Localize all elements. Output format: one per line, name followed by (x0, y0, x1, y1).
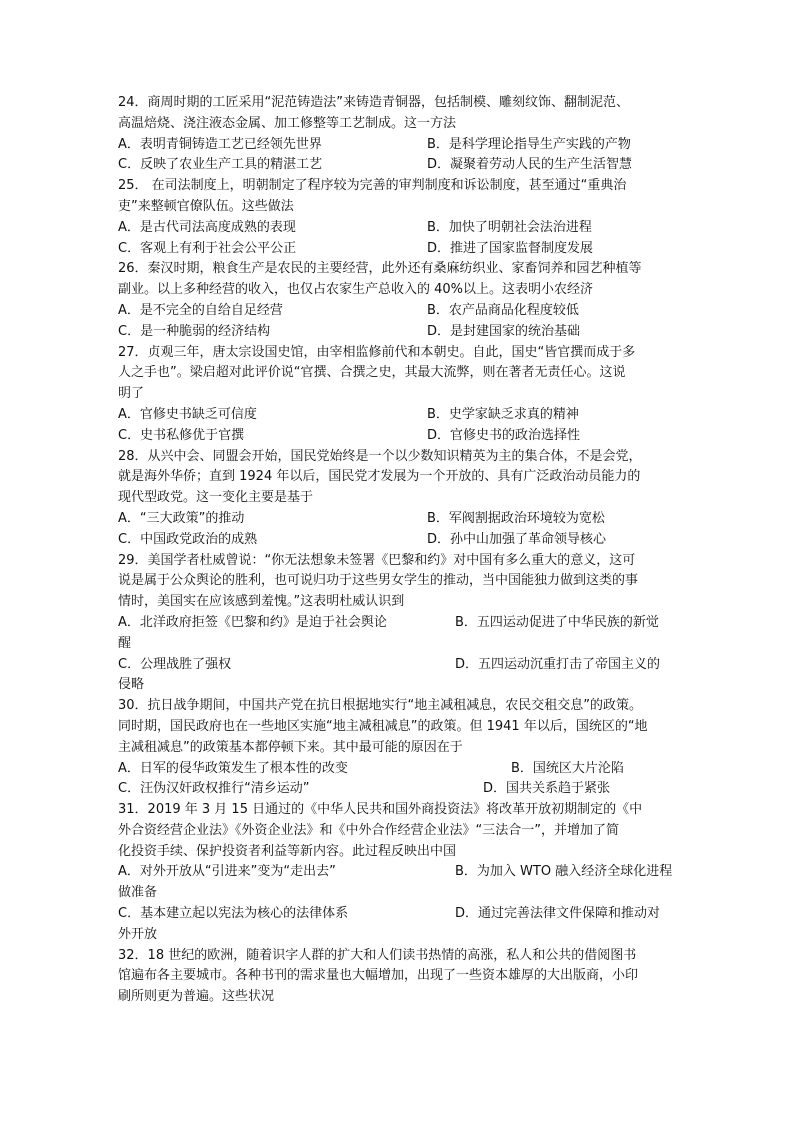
option-row (118, 239, 678, 260)
option-row (118, 655, 678, 676)
option-row (118, 301, 678, 322)
option-d: D．推进了国家监督制度发展 (427, 240, 594, 256)
option-a: A．是古代司法高度成熟的表现 (118, 219, 296, 235)
question-stem: 27．贞观三年，唐太宗设国史馆，由宰相监修前代和本朝史。自此，国史“皆官撰而成于多 (118, 344, 636, 360)
question-stem: 明了 (118, 386, 145, 402)
option-c: C．中国政党政治的成熟 (118, 531, 258, 547)
option-d: D．国共关系趋于紧张 (483, 781, 611, 797)
option-c: C．是一种脆弱的经济结构 (118, 323, 271, 339)
option-a: A．官修史书缺乏可信度 (118, 406, 257, 422)
option-b: B．加快了明朝社会法治进程 (427, 219, 592, 235)
option-row (118, 862, 678, 883)
question-stem: 32．18 世纪的欧洲，随着识字人群的扩大和人们读书热情的高涨，私人和公共的借阅图书 (118, 947, 637, 963)
question-stem: 28．从兴中会、同盟会开始，国民党始终是一个以少数知识精英为主的集合体，不是会党， (118, 448, 642, 464)
question-stem: 同时期，国民政府也在一些地区实施“地主减租减息”的政策。但 1941 年以后，国统区的“地 (118, 718, 648, 734)
option-b: B．是科学理论指导生产实践的产物 (427, 136, 631, 152)
question-stem: 主减租减息”的政策基本都停顿下来。其中最可能的原因在于 (118, 739, 463, 755)
question-stem: 馆遍布各主要城市。各种书刊的需求量也大幅增加，出现了一些资本雄厚的大出版商，小印 (118, 968, 639, 984)
option-row (118, 530, 678, 551)
option-d: D．凝聚着劳动人民的生产生活智慧 (427, 157, 633, 173)
question-stem: 30．抗日战争期间，中国共产党在抗日根据地实行“地主减租减息，农民交租交息”的政策。 (118, 698, 643, 714)
option-b-continued: 做准备 (118, 885, 158, 901)
option-d: D．是封建国家的统治基础 (427, 323, 581, 339)
question-stem: 外合资经营企业法》《外资企业法》和《中外合作经营企业法》“三法合一”，并增加了简 (118, 822, 619, 838)
option-b: B．农产品商品化程度较低 (427, 302, 579, 318)
question-stem: 副业。以上多种经营的收入，也仅占农家生产总收入的 40%以上。这表明小农经济 (118, 282, 594, 298)
option-b: B．史学家缺乏求真的精神 (427, 406, 579, 422)
option-c: C．客观上有利于社会公平公正 (118, 240, 297, 256)
option-row (118, 759, 678, 780)
question-stem: 29．美国学者杜威曾说：“你无法想象未签署《巴黎和约》对中国有多么重大的意义，这可 (118, 552, 636, 568)
option-c: C．史书私修优于官撰 (118, 427, 245, 443)
question-32 (118, 946, 678, 1008)
option-row (118, 135, 678, 156)
option-row (118, 904, 678, 925)
option-a: A．北洋政府拒签《巴黎和约》是迫于社会舆论 (118, 614, 387, 630)
option-row (118, 779, 678, 800)
question-stem: 26．秦汉时期，粮食生产是农民的主要经营，此外还有桑麻纺织业、家畜饲养和园艺种植等 (118, 261, 642, 277)
option-b: B．军阀割据政治环境较为宽松 (427, 510, 605, 526)
question-30 (118, 696, 678, 800)
question-28 (118, 447, 678, 551)
question-24 (118, 93, 678, 176)
question-29 (118, 551, 678, 697)
question-stem: 就是海外华侨；直到 1924 年以后，国民党才发展为一个开放的、具有广泛政治动员能力的 (118, 469, 641, 485)
option-b: B．国统区大片沦陷 (511, 760, 624, 776)
question-31 (118, 800, 678, 946)
option-row (118, 613, 678, 634)
option-c: C．反映了农业生产工具的精湛工艺 (118, 157, 323, 173)
question-stem: 说是属于公众舆论的胜利，也可说归功于这些男女学生的推动，当中国能独力做到这类的事 (118, 573, 639, 589)
option-d: D．通过完善法律文件保障和推动对 (455, 906, 661, 922)
question-stem: 刷所则更为普遍。这些状况 (118, 989, 275, 1005)
option-row (118, 155, 678, 176)
question-stem: 人之手也”。梁启超对此评价说“官撰、合撰之史，其最大流弊，则在著者无责任心。这说 (118, 365, 626, 381)
option-row (118, 218, 678, 239)
option-a: A．是不完全的自给自足经营 (118, 302, 283, 318)
option-a: A．“三大政策”的推动 (118, 510, 245, 526)
exam-page (118, 93, 678, 1008)
option-c: C．公理战胜了强权 (118, 656, 232, 672)
question-26 (118, 259, 678, 342)
option-d-continued: 侵略 (118, 677, 145, 693)
option-row (118, 509, 678, 530)
question-stem: 31．2019 年 3 月 15 日通过的《中华人民共和国外商投资法》将改革开放初期制定的《中 (118, 802, 643, 818)
question-stem: 25． 在司法制度上，明朝制定了程序较为完善的审判制度和诉讼制度，甚至通过“重典治 (118, 178, 627, 194)
option-row (118, 426, 678, 447)
question-stem: 化投资手续、保护投资者利益等新内容。此过程反映出中国 (118, 843, 457, 859)
option-b: B．五四运动促进了中华民族的新觉 (455, 614, 659, 630)
question-stem: 情时，美国实在应该感到羞愧。”这表明杜威认识到 (118, 594, 405, 610)
question-25 (118, 176, 678, 259)
question-stem: 吏”来整顿官僚队伍。这些做法 (118, 198, 294, 214)
option-row (118, 405, 678, 426)
question-stem: 高温焙烧、浇注液态金属、加工修整等工艺制成。这一方法 (118, 115, 457, 131)
option-c: C．汪伪汉奸政权推行“清乡运动” (118, 781, 310, 797)
question-27 (118, 343, 678, 447)
option-row (118, 322, 678, 343)
option-d-continued: 外开放 (118, 926, 158, 942)
question-stem: 24．商周时期的工匠采用“泥范铸造法”来铸造青铜器，包括制模、雕刻纹饰、翻制泥范、 (118, 95, 630, 110)
option-d: D．五四运动沉重打击了帝国主义的 (455, 656, 661, 672)
option-a: A．对外开放从“引进来”变为“走出去” (118, 864, 336, 880)
option-a: A．表明青铜铸造工艺已经领先世界 (118, 136, 322, 152)
option-a: A．日军的侵华政策发生了根本性的改变 (118, 760, 348, 776)
option-c: C．基本建立起以宪法为核心的法律体系 (118, 906, 349, 922)
question-stem: 现代型政党。这一变化主要是基于 (118, 490, 314, 506)
option-d: D．孙中山加强了革命领导核心 (427, 531, 607, 547)
option-d: D．官修史书的政治选择性 (427, 427, 581, 443)
option-b-continued: 醒 (118, 635, 132, 651)
option-b: B．为加入 WTO 融入经济全球化进程 (455, 864, 673, 880)
